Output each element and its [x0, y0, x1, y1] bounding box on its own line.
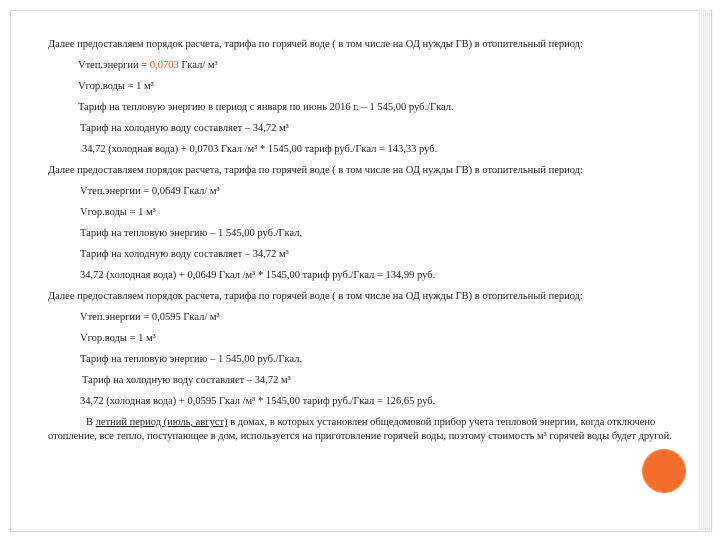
block1-intro: Далее предоставляем порядок расчета, тарифа по горячей воде ( в том числе на ОД нужды ГВ) в отопительный период: [48, 39, 583, 50]
decorative-side-band [698, 10, 710, 530]
block1-formula: 34,72 (холодная вода) + 0,0703 Гкал /м³ * 1545,00 тариф руб./Гкал = 143,33 руб. [82, 144, 438, 155]
block3-tariff-cold: Тариф на холодную воду составляет – 34,72 м³ [82, 375, 291, 386]
block3-v-water: Vгор.воды = 1 м³ [80, 333, 156, 344]
block1-v-energy [78, 59, 688, 72]
decorative-orange-circle [642, 449, 686, 493]
closing-lead: В [86, 417, 96, 428]
block3-tariff-heat: Тариф на тепловую энергию – 1 545,00 руб./Гкал. [80, 354, 303, 365]
slide-content [48, 38, 688, 443]
block1-v-energy-label: Vтеп.энергии = [78, 60, 150, 71]
closing-rest: в домах, в которых установлен общедомовой прибор учета тепловой энергии, когда отключено отопление, все тепло, поступающее в дом, используется на приготовление горячей воды, поэтому стоимость м³ горячей воды будет другой. [48, 417, 672, 442]
block2-tariff-cold: Тариф на холодную воду составляет – 34,72 м³ [80, 249, 289, 260]
block3-formula: 34,72 (холодная вода) + 0,0595 Гкал /м³ * 1545,00 тариф руб./Гкал = 126,65 руб. [80, 396, 436, 407]
closing-underlined-period: летний период (июль, август) [95, 417, 228, 428]
block2-intro: Далее предоставляем порядок расчета, тарифа по горячей воде ( в том числе на ОД нужды ГВ) в отопительный период: [48, 165, 583, 176]
block3-v-energy: Vтеп.энергии = 0,0595 Гкал/ м³ [80, 312, 220, 323]
block1-v-energy-unit: Гкал/ м³ [178, 60, 218, 71]
closing-paragraph [48, 416, 688, 443]
block3-intro: Далее предоставляем порядок расчета, тарифа по горячей воде ( в том числе на ОД нужды ГВ) в отопительный период: [48, 291, 583, 302]
block1-v-energy-value: 0,0703 [149, 60, 179, 71]
block2-v-water: Vгор.воды = 1 м³ [80, 207, 156, 218]
block1-tariff-cold: Тариф на холодную воду составляет – 34,72 м³ [80, 123, 289, 134]
block1-tariff-heat: Тариф на тепловую энергию в период с января по июнь 2016 г. – 1 545,00 руб./Гкал. [78, 102, 454, 113]
block1-v-water: Vгор.воды = 1 м³ [78, 81, 154, 92]
block2-tariff-heat: Тариф на тепловую энергию – 1 545,00 руб./Гкал. [80, 228, 303, 239]
block2-v-energy: Vтеп.энергии = 0,0649 Гкал/ м³ [80, 186, 220, 197]
block2-formula: 34,72 (холодная вода) + 0,0649 Гкал /м³ * 1545,00 тариф руб./Гкал = 134,99 руб. [80, 270, 436, 281]
